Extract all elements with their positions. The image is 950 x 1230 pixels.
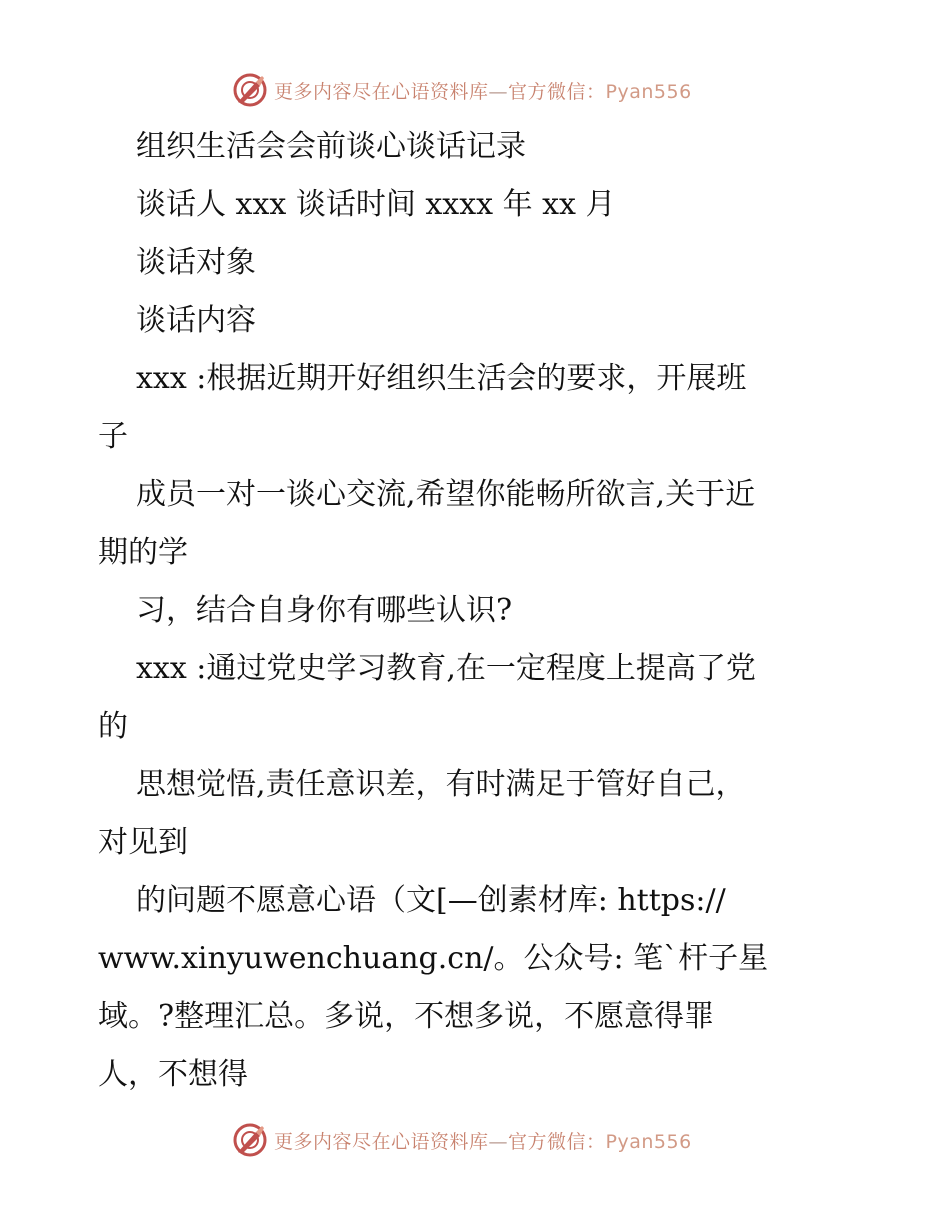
document-body (98, 118, 858, 1104)
watermark-separator: — (488, 1130, 509, 1153)
watermark-separator: — (488, 80, 509, 103)
watermark-contact: Pyan556 (605, 80, 692, 103)
doc-title: 组织生活会会前谈心谈话记录 (136, 129, 526, 164)
watermark-label: 官方微信： (508, 80, 606, 103)
watermark-label: 官方微信： (508, 1130, 606, 1153)
footer-watermark (232, 1120, 752, 1160)
doc-line: xxx :根据近期开好组织生活会的要求，开展班 (136, 361, 747, 396)
watermark-text-group (274, 77, 692, 104)
doc-line: 对见到 (98, 825, 188, 860)
doc-line: 子 (98, 419, 128, 454)
doc-line: www.xinyuwenchuang.cn/。公众号: 笔`杆子星 (98, 941, 769, 976)
doc-line: 谈话对象 (136, 245, 256, 280)
doc-line: 谈话人 xxx 谈话时间 xxxx 年 xx 月 (136, 187, 616, 222)
watermark-contact: Pyan556 (605, 1130, 692, 1153)
brand-logo-icon (232, 1122, 268, 1158)
watermark-title: 更多内容尽在心语资料库 (274, 1130, 489, 1153)
watermark-title: 更多内容尽在心语资料库 (274, 80, 489, 103)
doc-line: 人，不想得 (98, 1057, 248, 1092)
doc-line: 成员一对一谈心交流,希望你能畅所欲言,关于近 (136, 477, 756, 512)
doc-line: 域。?整理汇总。多说，不想多说，不愿意得罪 (98, 999, 715, 1034)
brand-logo-icon (232, 72, 268, 108)
doc-line: 期的学 (98, 535, 188, 570)
doc-line: 谈话内容 (136, 303, 256, 338)
doc-line: 习，结合自身你有哪些认识? (136, 593, 513, 628)
doc-line: 的 (98, 709, 128, 744)
watermark-text-group (274, 1127, 692, 1154)
header-watermark (232, 70, 752, 110)
doc-line: 的问题不愿意心语（文[—创素材库: https:// (136, 883, 726, 918)
doc-line: xxx :通过党史学习教育,在一定程度上提高了党 (136, 651, 756, 686)
doc-line: 思想觉悟,责任意识差，有时满足于管好自己， (136, 767, 746, 802)
